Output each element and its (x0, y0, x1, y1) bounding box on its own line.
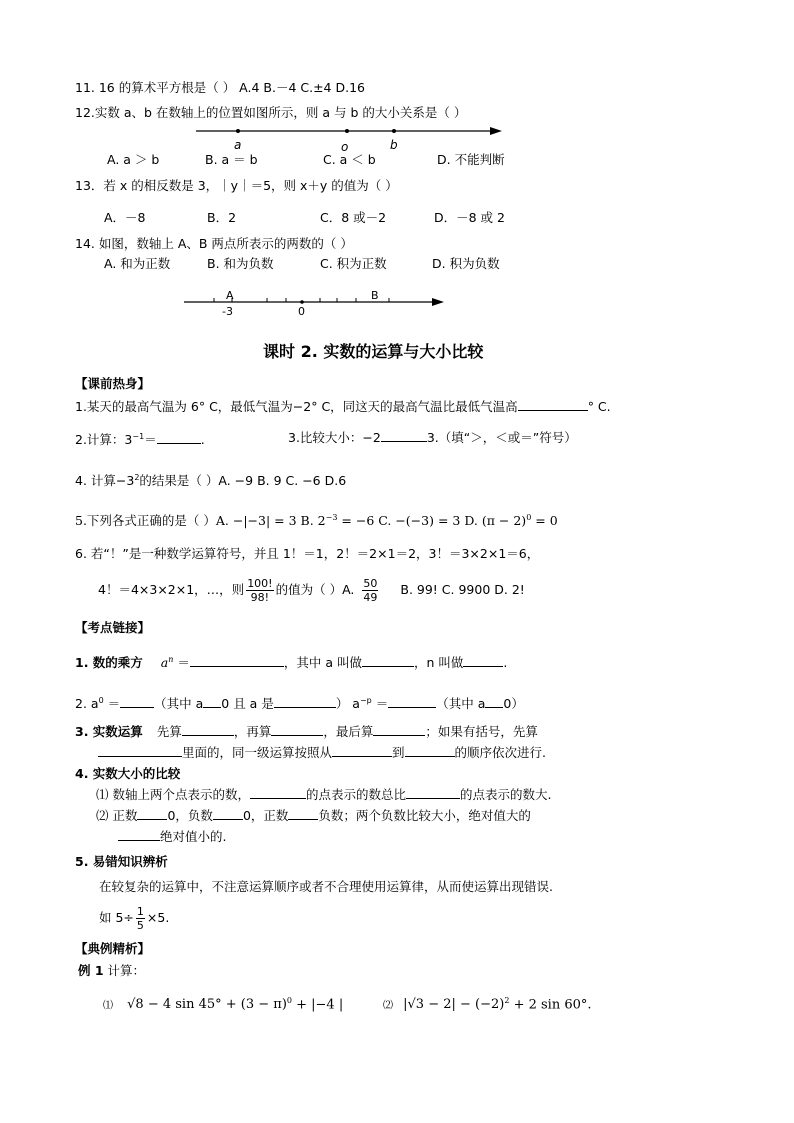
point-2: 2. $a^0$ ＝ （其中 a 0 且 a 是 ） $a^{-p}$ ＝ （其中 a 0） (75, 696, 524, 712)
answer-blank[interactable] (485, 694, 503, 708)
warmup-q5: 5.下列各式正确的是（ ）A. −|−3| = 3 B. $2^{-3} = -6$ C. −(−3) = 3 D. $(\pi - 2)^0 = 0$ (75, 513, 558, 529)
answer-blank[interactable] (118, 827, 160, 841)
arrow-head (490, 127, 502, 135)
warmup-q1: 1.某天的最高气温为 6° C，最低气温为−2° C，同这天的最高气温比最低气温高 ° C. (75, 399, 611, 414)
example-1-label: 例 1 计算： (78, 963, 146, 978)
point-o (345, 129, 349, 133)
answer-blank[interactable] (98, 743, 182, 757)
question-13-stem: 13．若 x 的相反数是 3，｜y｜＝5，则 x＋y 的值为（ ） (75, 178, 398, 193)
point-5-text: 在较复杂的运算中，不注意运算顺序或者不合理使用运算律，从而使运算出现错误. (99, 879, 553, 894)
answer-blank[interactable] (406, 785, 460, 799)
answer-blank[interactable] (388, 694, 436, 708)
answer-blank[interactable] (271, 722, 323, 736)
origin-point (300, 300, 304, 304)
label-a: a (234, 138, 242, 152)
warmup-q6-line2: 4！＝4×3×2×1，…，则 $\frac{100!}{98!}$ 的值为（ ）A. $\frac{50}{49}$ B. 99! C. 9900 D. 2! (98, 577, 525, 604)
lesson-title: 课时 2. 实数的运算与大小比较 (263, 342, 484, 361)
points-heading: 【考点链接】 (75, 620, 151, 635)
q14-option-d: D. 积为负数 (432, 256, 500, 271)
label-o: o (341, 140, 349, 154)
answer-blank[interactable] (332, 743, 392, 757)
point-5-label: 5. 易错知识辨析 (75, 854, 168, 869)
warmup-q3: 3.比较大小：−2 3.（填“＞，＜或＝”符号） (288, 430, 577, 445)
answer-blank[interactable] (190, 653, 284, 667)
q13-option-b: B．2 (207, 210, 237, 225)
label-b: b (390, 138, 398, 152)
label-zero: 0 (298, 305, 305, 318)
question-12-stem: 12.实数 a、b 在数轴上的位置如图所示，则 a 与 b 的大小关系是（ ） (75, 105, 467, 120)
q14-option-c: C. 积为正数 (320, 256, 387, 271)
label-neg3: -3 (222, 305, 233, 318)
q13-option-c: C．8 或－2 (320, 210, 387, 225)
answer-blank[interactable] (288, 806, 318, 820)
q12-option-c: C. a ＜ b (323, 152, 376, 167)
label-B: B (371, 289, 379, 302)
answer-blank[interactable] (274, 694, 336, 708)
fraction-50-49: $\frac{50}{49}$ (363, 577, 378, 604)
point-4-label: 4. 实数大小的比较 (75, 766, 181, 781)
q14-option-a: A. 和为正数 (104, 256, 171, 271)
warmup-q6-line1: 6. 若“！”是一种数学运算符号，并且 1！＝1，2！＝2×1＝2，3！＝3×2×1＝6， (75, 546, 540, 561)
answer-blank[interactable] (157, 430, 201, 444)
point-3-line2: 里面的，同一级运算按照从 到 的顺序依次进行. (98, 743, 546, 762)
q12-option-a: A. a ＞ b (107, 152, 160, 167)
label-A: A (226, 289, 234, 302)
answer-blank[interactable] (120, 694, 154, 708)
point-3-line1: 3. 实数运算 先算 ，再算 ，最后算 ；如果有括号，先算 (75, 724, 538, 739)
fraction-100-98: $\frac{100!}{98!}$ (247, 577, 273, 604)
q12-option-d: D. 不能判断 (437, 152, 505, 167)
warmup-q2: 2.计算：$3^{-1}=$ . (75, 432, 205, 448)
answer-blank[interactable] (203, 694, 221, 708)
examples-heading: 【典例精析】 (75, 941, 151, 956)
answer-blank[interactable] (362, 653, 414, 667)
answer-blank[interactable] (137, 806, 167, 820)
answer-blank[interactable] (373, 722, 425, 736)
arrow-head (432, 298, 444, 306)
point-b (392, 129, 396, 133)
answer-blank[interactable] (213, 806, 243, 820)
answer-blank[interactable] (381, 428, 427, 442)
answer-blank[interactable] (463, 653, 503, 667)
point-a (236, 129, 240, 133)
warmup-heading: 【课前热身】 (75, 376, 151, 391)
point-4-1: ⑴ 数轴上两个点表示的数， 的点表示的数总比 的点表示的数大. (96, 787, 552, 802)
q13-option-d: D．－8 或 2 (434, 210, 505, 225)
number-line-q14 (180, 286, 450, 318)
question-14-stem: 14. 如图，数轴上 A、B 两点所表示的两数的（ ） (75, 236, 353, 251)
q12-option-b: B. a ＝ b (205, 152, 258, 167)
warmup-q4: 4. 计算$-3^2$的结果是（ ）A. −9 B. 9 C. −6 D.6 (75, 473, 347, 489)
question-11: 11. 16 的算术平方根是（ ） A.4 B.－4 C.±4 D.16 (75, 80, 365, 95)
q14-option-b: B. 和为负数 (207, 256, 274, 271)
fraction-1-5: $\frac{1}{5}$ (136, 905, 144, 932)
example-1-part-1: ⑴ √8 − 4 $\sin 45^\circ + (3 - \pi)^0 + |-4$ | (103, 996, 344, 1013)
q13-option-a: A．－8 (104, 210, 146, 225)
answer-blank[interactable] (518, 397, 588, 411)
example-1-part-2: ⑵ $|√3 - 2| - (-2)^2 + 2$ sin 60°. (383, 996, 592, 1013)
point-1: 1. 数的乘方 $a^n$ ＝ ，其中 a 叫做 ，n 叫做 . (75, 655, 508, 671)
answer-blank[interactable] (182, 722, 234, 736)
point-5-example: 如 5÷ $\frac{1}{5}$ ×5. (99, 905, 170, 932)
answer-blank[interactable] (405, 743, 455, 757)
point-4-2-line2: 绝对值小的. (118, 827, 226, 846)
answer-blank[interactable] (250, 785, 306, 799)
point-4-2-line1: ⑵ 正数 0，负数 0，正数 负数；两个负数比较大小，绝对值大的 (96, 808, 531, 823)
